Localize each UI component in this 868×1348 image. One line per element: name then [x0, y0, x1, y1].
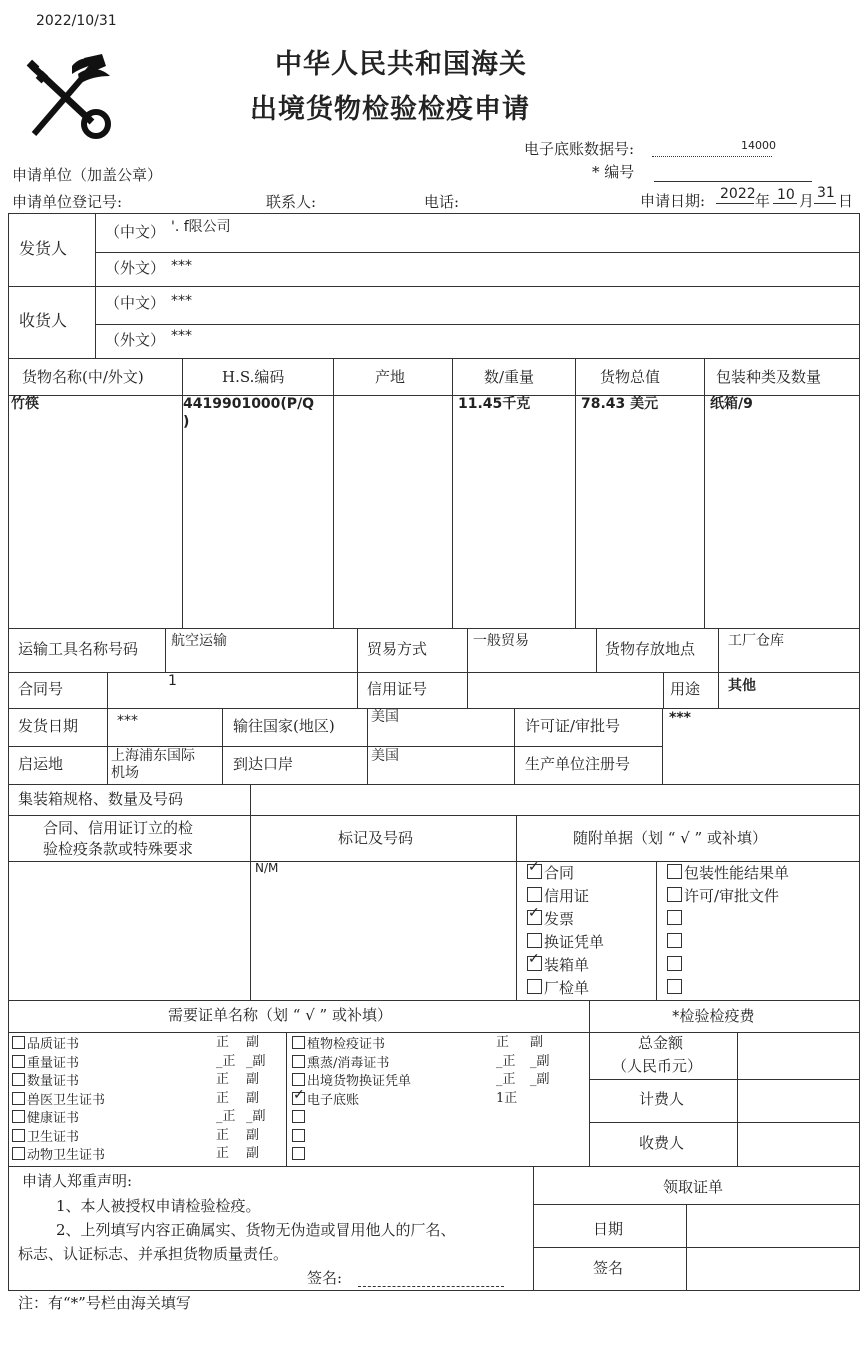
cert-item: [12, 1129, 79, 1146]
attached-doc-item: [527, 910, 574, 928]
cert-copy-count: 副: [246, 1090, 260, 1106]
consignee-label: 收货人: [19, 311, 68, 330]
form-title: 中华人民共和国海关: [275, 49, 527, 80]
cert-extra-label: 电子底账: [307, 1092, 360, 1108]
cert-original-count: 正: [216, 1146, 230, 1161]
arrival-port-value: 美国: [371, 748, 399, 764]
cert-extra-copy-count: _副: [530, 1072, 550, 1087]
cert-extra-label: 植物检疫证书: [307, 1037, 386, 1052]
attached-doc-checkbox[interactable]: [527, 887, 542, 902]
attached-doc-extra-checkbox[interactable]: [667, 933, 682, 948]
shipper-cn-label: （中文）: [105, 223, 166, 241]
goods-name: 竹筷: [11, 396, 39, 412]
cert-label: 兽医卫生证书: [27, 1092, 106, 1108]
declaration-title: 申请人郑重声明:: [22, 1172, 133, 1190]
attached-doc-label: 装箱单: [544, 956, 590, 974]
attached-doc-extra-checkbox[interactable]: [667, 910, 682, 925]
cert-extra-checkbox[interactable]: [292, 1129, 305, 1142]
charger-label: 计费人: [639, 1090, 685, 1108]
day-unit: 日: [838, 192, 854, 210]
attached-doc-extra-item: [667, 956, 684, 974]
cert-extra-item: [292, 1092, 359, 1109]
goods-packing: 纸箱/9: [710, 396, 753, 412]
marks-label: 标记及号码: [338, 829, 414, 847]
attached-doc-extra-item: [667, 887, 779, 905]
transport-tool-label: 运输工具名称号码: [18, 640, 139, 658]
goods-quantity: 11.45千克: [458, 396, 531, 412]
cert-checkbox[interactable]: [12, 1110, 25, 1123]
attached-doc-extra-item: [667, 979, 684, 997]
cert-original-count: _正: [216, 1053, 236, 1069]
permit-label: 许可证/审批号: [525, 717, 621, 735]
cert-extra-original-count: 1正: [496, 1090, 518, 1106]
trade-mode-label: 贸易方式: [367, 640, 428, 658]
cert-item: [12, 1036, 79, 1053]
applicant-sign-label: 签名:: [307, 1269, 343, 1287]
goods-header-value: 货物总值: [600, 368, 661, 386]
attached-doc-item: [527, 887, 589, 905]
pickup-label: 领取证单: [663, 1178, 724, 1196]
ledger-value: 14000: [741, 139, 776, 152]
goods-header-quantity: 数/重量: [484, 368, 535, 386]
declaration-item-2-cont: 标志、认证标志、并承担货物质量责任。: [18, 1245, 289, 1263]
goods-hs-code: 4419901000(P/Q: [183, 396, 315, 412]
cert-label: 数量证书: [27, 1074, 80, 1089]
goods-value: 78.43 美元: [581, 396, 659, 412]
attached-doc-item: [527, 956, 589, 974]
cert-extra-checkbox[interactable]: [292, 1110, 305, 1123]
cert-copy-count: 副: [246, 1072, 260, 1087]
shipper-en-value: ***: [171, 258, 192, 274]
arrival-port-label: 到达口岸: [233, 755, 294, 773]
attached-doc-extra-item: [667, 910, 684, 928]
cert-extra-checkbox[interactable]: [292, 1092, 305, 1105]
attached-doc-extra-item: [667, 864, 789, 882]
collector-label: 收费人: [639, 1134, 685, 1152]
month-unit: 月: [799, 192, 815, 210]
reg-no-label: 申请单位登记号:: [12, 193, 123, 211]
total-amount-label: 总金额: [638, 1034, 684, 1052]
cert-extra-item: [292, 1110, 307, 1127]
attached-doc-extra-checkbox[interactable]: [667, 864, 682, 879]
cert-item: [12, 1055, 79, 1072]
apply-date-year: 2022: [720, 186, 756, 202]
cert-checkbox[interactable]: [12, 1073, 25, 1086]
ship-date-value: ***: [117, 713, 138, 729]
terms-label: 合同、信用证订立的检: [43, 819, 194, 837]
attached-doc-checkbox[interactable]: [527, 864, 542, 879]
usage-label: 用途: [670, 680, 701, 698]
attached-doc-checkbox[interactable]: [527, 956, 542, 971]
cert-extra-copy-count: _副: [530, 1053, 550, 1069]
fee-label: *检验检疫费: [672, 1007, 755, 1025]
cert-original-count: 正: [216, 1072, 230, 1087]
ship-date-label: 发货日期: [18, 717, 79, 735]
consignee-cn-label: （中文）: [105, 294, 166, 312]
cert-extra-item: [292, 1055, 389, 1072]
goods-hs-code-cont: ): [183, 414, 190, 430]
apply-date-label: 申请日期:: [640, 192, 706, 210]
cert-label: 动物卫生证书: [27, 1148, 106, 1163]
dest-country-label: 输往国家(地区): [233, 717, 335, 735]
declaration-item-1: 1、本人被授权申请检验检疫。: [56, 1197, 261, 1215]
departure-label: 启运地: [18, 755, 64, 773]
cert-extra-checkbox[interactable]: [292, 1073, 305, 1086]
cert-extra-label: 出境货物换证凭单: [307, 1074, 412, 1089]
cert-checkbox[interactable]: [12, 1129, 25, 1142]
shipper-en-label: （外文）: [105, 259, 166, 277]
consignee-en-label: （外文）: [105, 331, 166, 349]
cert-extra-original-count: 正: [496, 1035, 510, 1050]
trade-mode-value: 一般贸易: [473, 633, 529, 649]
storage-value: 工厂仓库: [728, 633, 784, 649]
permit-value: ***: [669, 710, 691, 726]
pickup-sign-label: 签名: [593, 1259, 624, 1277]
cert-extra-checkbox[interactable]: [292, 1055, 305, 1068]
attached-doc-extra-item: [667, 933, 684, 951]
dest-country-value: 美国: [371, 709, 399, 725]
cert-extra-label: 熏蒸/消毒证书: [307, 1055, 390, 1071]
attached-doc-item: [527, 864, 574, 882]
number-label: * 编号: [592, 163, 635, 181]
attached-doc-label: 厂检单: [544, 979, 590, 997]
cert-extra-item: [292, 1129, 307, 1146]
cert-copy-count: _副: [246, 1109, 266, 1124]
attached-doc-extra-label: 许可/审批文件: [684, 887, 780, 905]
attached-doc-item: [527, 933, 604, 951]
customs-emblem-icon: [22, 52, 118, 142]
total-amount-unit: （人民币元）: [612, 1057, 703, 1075]
cert-extra-checkbox[interactable]: [292, 1036, 305, 1049]
attached-doc-extra-checkbox[interactable]: [667, 887, 682, 902]
departure-value-cont: 机场: [111, 765, 139, 781]
contact-label: 联系人:: [266, 193, 317, 211]
terms-label-cont: 验检疫条款或特殊要求: [43, 840, 194, 858]
cert-original-count: 正: [216, 1127, 230, 1143]
goods-header-name: 货物名称(中/外文): [22, 368, 144, 386]
attached-doc-checkbox[interactable]: [527, 979, 542, 994]
usage-value: 其他: [728, 678, 756, 694]
attached-doc-checkbox[interactable]: [527, 933, 542, 948]
cert-extra-item: [292, 1036, 385, 1053]
attached-doc-label: 信用证: [544, 887, 590, 905]
cert-extra-checkbox[interactable]: [292, 1147, 305, 1160]
cert-checkbox[interactable]: [12, 1147, 25, 1160]
footnote: 注：有“*”号栏由海关填写: [18, 1294, 191, 1312]
cert-label: 重量证书: [27, 1055, 80, 1071]
cert-copy-count: 副: [246, 1146, 260, 1161]
cert-copy-count: 副: [246, 1035, 260, 1050]
declaration-item-2: 2、上列填写内容正确属实、货物无伪造或冒用他人的厂名、: [56, 1221, 456, 1239]
attached-doc-extra-checkbox[interactable]: [667, 979, 682, 994]
cert-item: [12, 1110, 79, 1127]
consignee-en-value: ***: [171, 328, 192, 344]
required-certs-label: 需要证单名称（划 “ √ ” 或补填）: [168, 1006, 392, 1024]
transport-tool-value: 航空运输: [171, 633, 227, 649]
cert-extra-original-count: _正: [496, 1053, 516, 1069]
cert-item: [12, 1147, 105, 1164]
goods-header-hs: H.S.编码: [222, 368, 285, 386]
cert-original-count: 正: [216, 1035, 230, 1050]
cert-original-count: 正: [216, 1090, 230, 1106]
producer-reg-label: 生产单位注册号: [525, 755, 631, 773]
cert-extra-original-count: _正: [496, 1072, 516, 1087]
form-subtitle: 出境货物检验检疫申请: [250, 94, 530, 125]
contract-no-value: 1: [168, 673, 177, 689]
cert-copy-count: _副: [246, 1053, 266, 1069]
goods-header-packing: 包装种类及数量: [716, 368, 822, 386]
cert-extra-item: [292, 1073, 411, 1090]
cert-label: 健康证书: [27, 1111, 80, 1126]
consignee-cn-value: ***: [171, 293, 192, 309]
cert-copy-count: 副: [246, 1127, 260, 1143]
attached-doc-checkbox[interactable]: [527, 910, 542, 925]
cert-label: 品质证书: [27, 1037, 80, 1052]
pickup-date-label: 日期: [593, 1220, 624, 1238]
cert-checkbox[interactable]: [12, 1036, 25, 1049]
cert-extra-copy-count: 副: [530, 1035, 544, 1050]
year-unit: 年: [755, 192, 771, 210]
attached-doc-label: 换证凭单: [544, 933, 605, 951]
attached-doc-extra-checkbox[interactable]: [667, 956, 682, 971]
attached-doc-label: 发票: [544, 910, 575, 928]
departure-value: 上海浦东国际: [111, 748, 195, 764]
marks-value: N/M: [255, 861, 279, 875]
cert-checkbox[interactable]: [12, 1055, 25, 1068]
attached-doc-label: 合同: [544, 864, 575, 882]
lc-no-label: 信用证号: [367, 680, 428, 698]
cert-checkbox[interactable]: [12, 1092, 25, 1105]
ledger-label: 电子底账数据号:: [524, 140, 635, 158]
print-date: 2022/10/31: [36, 13, 117, 29]
applicant-sign-line[interactable]: [358, 1286, 504, 1287]
cert-original-count: _正: [216, 1109, 236, 1124]
applicant-unit-label: 申请单位（加盖公章）: [12, 166, 163, 184]
phone-label: 电话:: [424, 193, 460, 211]
cert-label: 卫生证书: [27, 1129, 80, 1145]
shipper-label: 发货人: [19, 239, 68, 258]
cert-item: [12, 1092, 105, 1109]
container-label: 集装箱规格、数量及号码: [18, 790, 184, 808]
storage-label: 货物存放地点: [605, 640, 696, 658]
shipper-cn-value: '. f限公司: [171, 219, 231, 235]
attached-doc-item: [527, 979, 589, 997]
attached-docs-label: 随附单据（划 “ √ ” 或补填）: [573, 829, 767, 847]
contract-no-label: 合同号: [18, 680, 64, 698]
cert-extra-item: [292, 1147, 307, 1164]
attached-doc-extra-label: 包装性能结果单: [684, 864, 790, 882]
goods-header-origin: 产地: [375, 368, 406, 386]
apply-date-day: 31: [817, 185, 835, 201]
apply-date-month: 10: [777, 187, 795, 203]
cert-item: [12, 1073, 79, 1090]
